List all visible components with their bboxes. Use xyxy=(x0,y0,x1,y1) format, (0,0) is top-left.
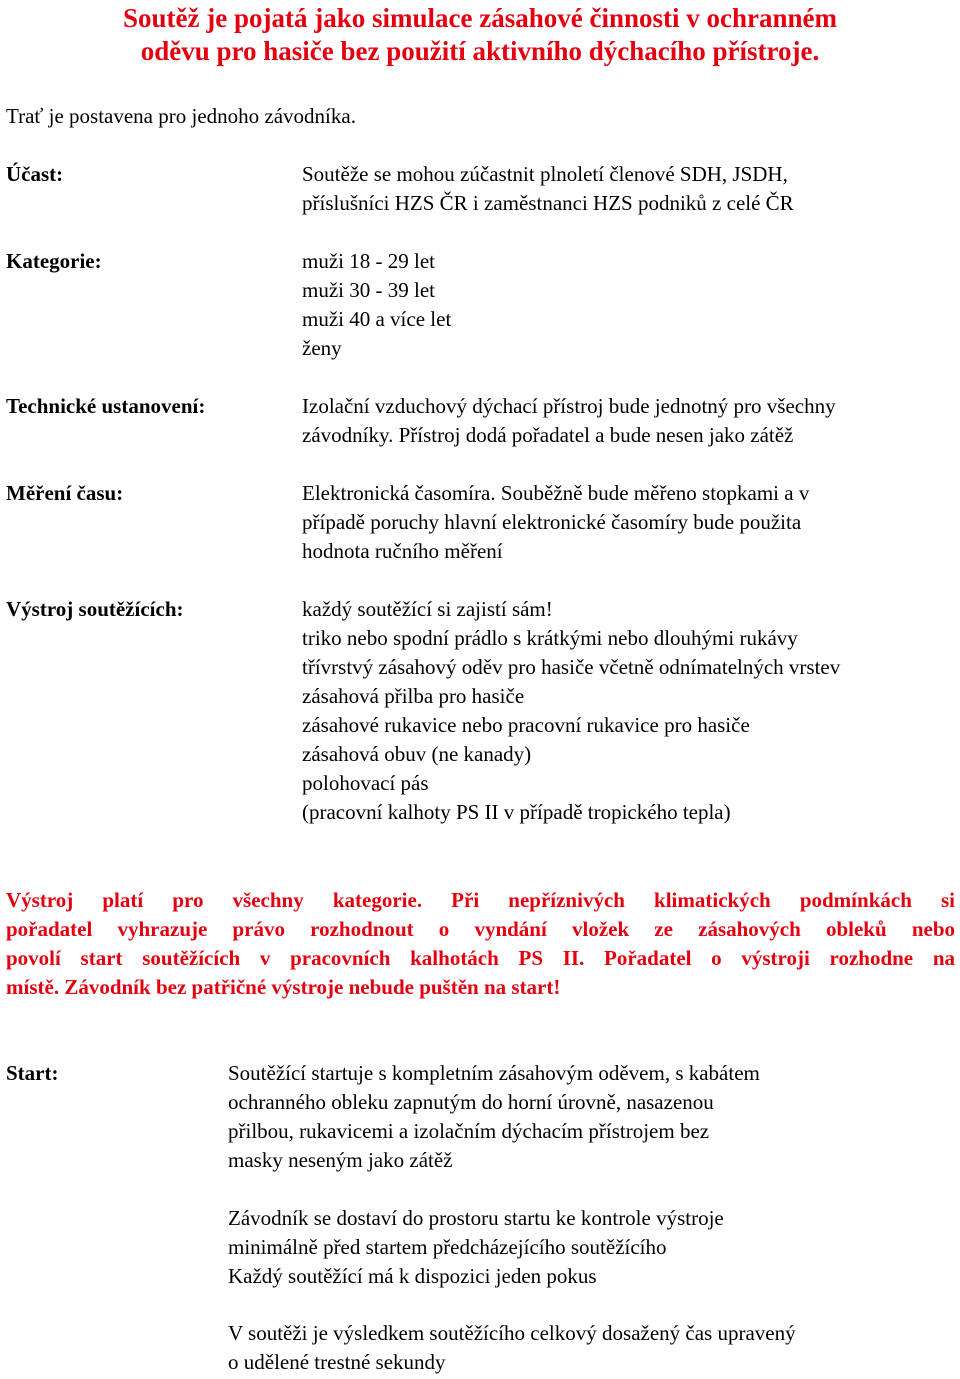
track-note: Trať je postavena pro jednoho závodníka. xyxy=(6,104,356,128)
vystroj-label: Výstroj soutěžících: xyxy=(6,597,184,621)
mereni-line: případě poruchy hlavní elektronické časomíry bude použita xyxy=(302,510,802,534)
technicke-line: závodníky. Přístroj dodá pořadatel a bude nesen jako zátěž xyxy=(302,423,794,447)
ucast-line: příslušníci HZS ČR i zaměstnanci HZS podniků z celé ČR xyxy=(302,191,794,215)
warning-line: Výstroj platí pro všechny kategorie. Při nepříznivých klimatických podmínkách si xyxy=(6,888,955,912)
start-line: přilbou, rukavicemi a izolačním dýchacím přístrojem bez xyxy=(228,1119,710,1143)
mereni-line: Elektronická časomíra. Souběžně bude měřeno stopkami a v xyxy=(302,481,810,505)
kategorie-label: Kategorie: xyxy=(6,249,102,273)
mereni-label: Měření času: xyxy=(6,481,124,505)
start-line: ochranného obleku zapnutým do horní úrovně, nasazenou xyxy=(228,1090,714,1114)
start-line: o udělené trestné sekundy xyxy=(228,1350,446,1374)
vystroj-item: polohovací pás xyxy=(302,771,429,795)
start-paragraph-1 xyxy=(228,1059,760,1175)
vystroj-item: (pracovní kalhoty PS II v případě tropického tepla) xyxy=(302,800,731,824)
technicke-label: Technické ustanovení: xyxy=(6,394,206,418)
start-line: V soutěži je výsledkem soutěžícího celkový dosažený čas upravený xyxy=(228,1321,796,1345)
kategorie-item: muži 40 a více let xyxy=(302,307,452,331)
vystroj-item: zásahová přilba pro hasiče xyxy=(302,684,525,708)
title-line-2: oděvu pro hasiče bez použití aktivního dýchacího přístroje. xyxy=(140,36,820,66)
vystroj-item: třívrstvý zásahový oděv pro hasiče včetně odnímatelných vrstev xyxy=(302,655,841,679)
start-line: Soutěžící startuje s kompletním zásahovým oděvem, s kabátem xyxy=(228,1061,760,1085)
vystroj-item: triko nebo spodní prádlo s krátkými nebo dlouhými rukávy xyxy=(302,626,798,650)
kategorie-item: ženy xyxy=(302,336,342,360)
vystroj-list xyxy=(302,595,840,827)
technicke-value xyxy=(302,392,836,450)
ucast-line: Soutěže se mohou zúčastnit plnoletí členové SDH, JSDH, xyxy=(302,162,788,186)
vystroj-item: každý soutěžící si zajistí sám! xyxy=(302,597,553,621)
kategorie-item: muži 30 - 39 let xyxy=(302,278,435,302)
page-title xyxy=(0,2,960,68)
warning-line: povolí start soutěžících v pracovních kalhotách PS II. Pořadatel o výstroji rozhodne na xyxy=(6,946,955,970)
warning-line: místě. Závodník bez patřičné výstroje nebude puštěn na start! xyxy=(6,975,561,999)
start-line: Závodník se dostaví do prostoru startu ke kontrole výstroje xyxy=(228,1206,724,1230)
ucast-value xyxy=(302,160,794,218)
title-line-1: Soutěž je pojatá jako simulace zásahové činnosti v ochranném xyxy=(123,3,837,33)
start-label: Start: xyxy=(6,1061,59,1085)
technicke-line: Izolační vzduchový dýchací přístroj bude jednotný pro všechny xyxy=(302,394,836,418)
start-line: Každý soutěžící má k dispozici jeden pokus xyxy=(228,1264,597,1288)
kategorie-list xyxy=(302,247,451,363)
equipment-warning xyxy=(6,886,955,1002)
mereni-line: hodnota ručního měření xyxy=(302,539,503,563)
start-paragraph-3 xyxy=(228,1319,796,1377)
kategorie-item: muži 18 - 29 let xyxy=(302,249,435,273)
start-line: minimálně před startem předcházejícího soutěžícího xyxy=(228,1235,667,1259)
ucast-label: Účast: xyxy=(6,162,64,186)
start-line: masky neseným jako zátěž xyxy=(228,1148,453,1172)
start-paragraph-2 xyxy=(228,1204,724,1291)
vystroj-item: zásahové rukavice nebo pracovní rukavice pro hasiče xyxy=(302,713,750,737)
mereni-value xyxy=(302,479,809,566)
vystroj-item: zásahová obuv (ne kanady) xyxy=(302,742,532,766)
warning-line: pořadatel vyhrazuje právo rozhodnout o vyndání vložek ze zásahových obleků nebo xyxy=(6,917,955,941)
